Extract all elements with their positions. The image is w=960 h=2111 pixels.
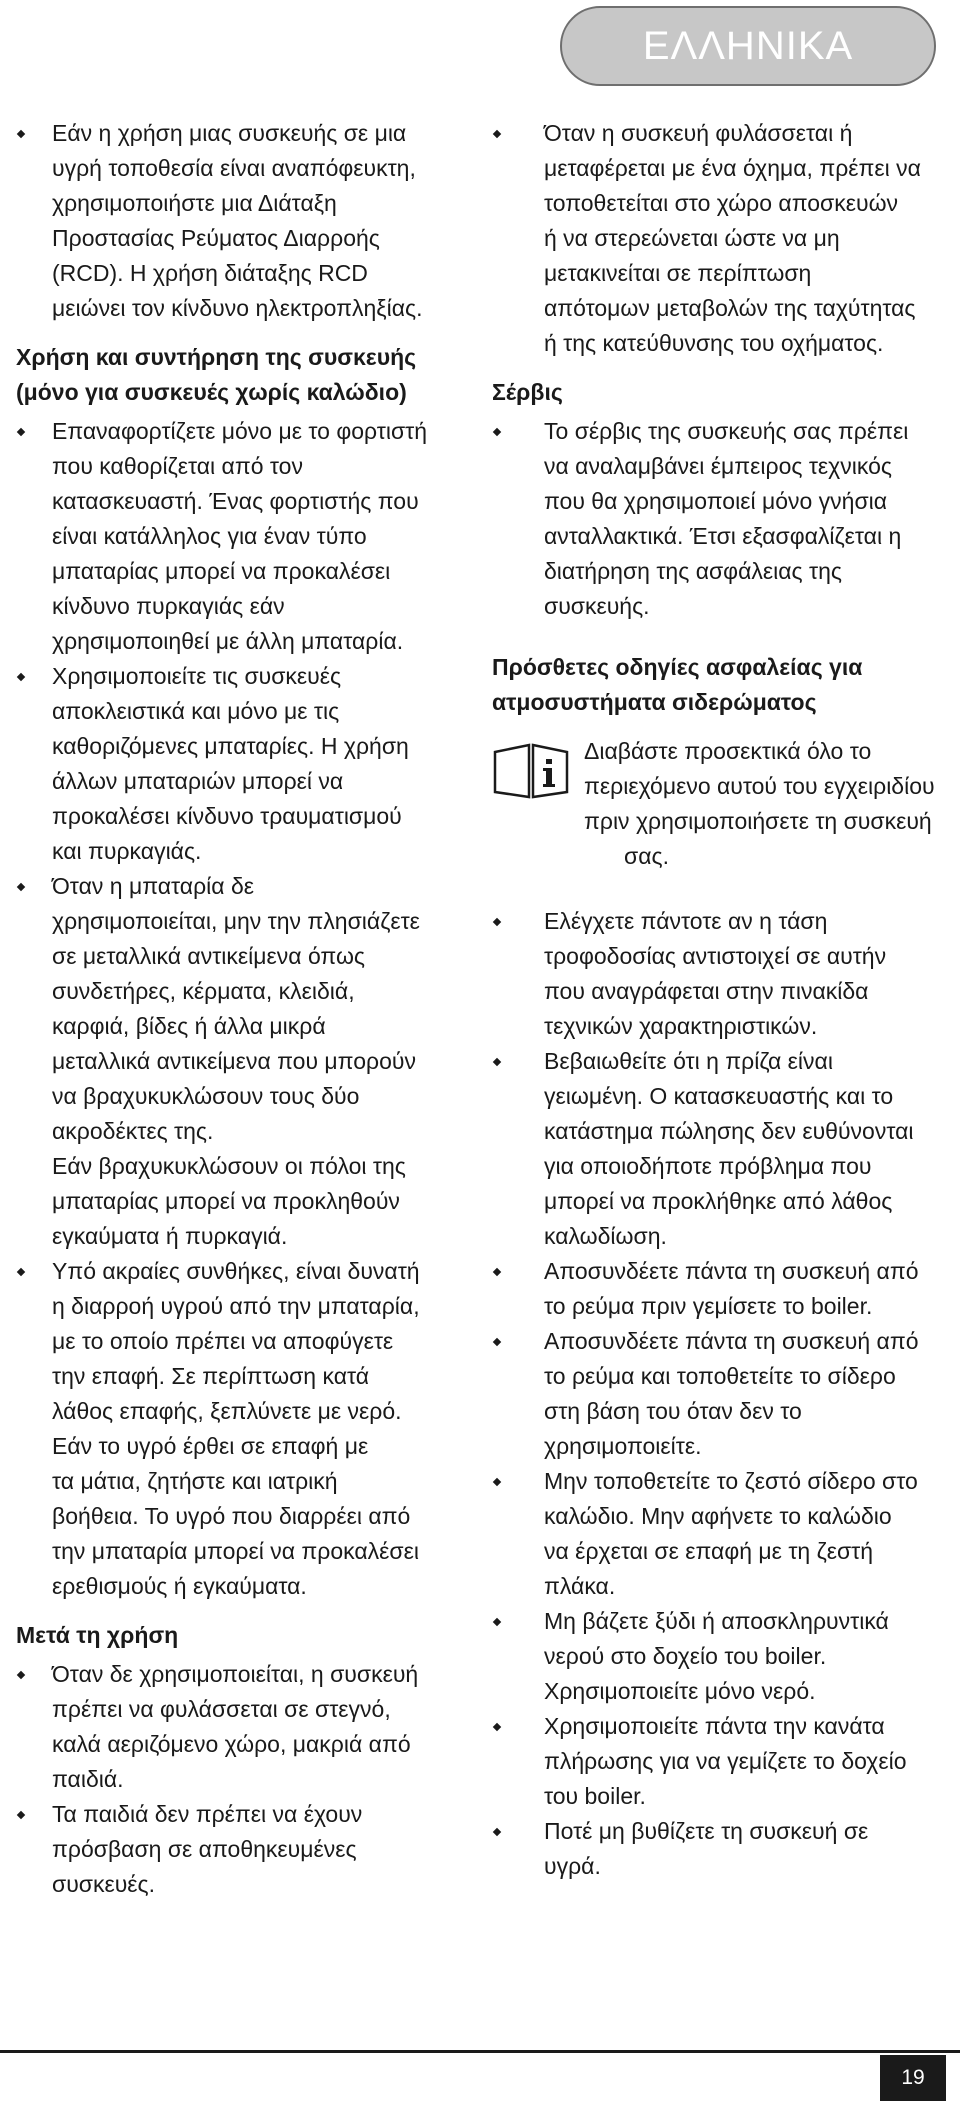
line: Ποτέ μη βυθίζετε τη συσκευή σε — [544, 1818, 869, 1844]
line: μεταλλικά αντικείμενα που μπορούν — [52, 1048, 416, 1074]
line: διατήρηση της ασφάλειας της — [544, 558, 842, 584]
line: Το σέρβις της συσκευής σας πρέπει — [544, 418, 909, 444]
line: σε μεταλλικά αντικείμενα όπως — [52, 943, 366, 969]
footer-divider — [0, 2050, 960, 2053]
bullet-item — [492, 1324, 944, 1464]
line: Εάν το υγρό έρθει σε επαφή με — [52, 1433, 369, 1459]
line: γειωμένη. Ο κατασκευαστής και το — [544, 1083, 894, 1109]
line: Χρησιμοποιείτε τις συσκευές — [52, 663, 342, 689]
line: το ρεύμα πριν γεμίσετε το boiler. — [544, 1293, 873, 1319]
line: προκαλέσει κίνδυνο τραυματισμού — [52, 803, 402, 829]
line: να έρχεται σε επαφή με τη ζεστή — [544, 1538, 874, 1564]
line: μπορεί να προκλήθηκε από λάθος — [544, 1188, 893, 1214]
line: καλώδιο. Μην αφήνετε το καλώδιο — [544, 1503, 892, 1529]
bullet-item — [492, 1814, 944, 1884]
line: ακροδέκτες της. — [52, 1118, 214, 1144]
line: νερού στο δοχείο του boiler. — [544, 1643, 827, 1669]
diamond-bullet-icon — [493, 1478, 501, 1486]
line: η διαρροή υγρού από την μπαταρία, — [52, 1293, 420, 1319]
line: πρόσβαση σε αποθηκευμένες — [52, 1836, 357, 1862]
diamond-bullet-icon — [493, 1338, 501, 1346]
line: (μόνο για συσκευές χωρίς καλώδιο) — [16, 379, 407, 405]
bullet-item — [492, 116, 944, 361]
diamond-bullet-icon — [493, 1723, 501, 1731]
bullet-item — [492, 414, 944, 624]
line: Χρησιμοποιείτε πάντα την κανάτα — [544, 1713, 885, 1739]
line: Χρησιμοποιείτε μόνο νερό. — [544, 1678, 816, 1704]
bullet-item — [16, 1797, 460, 1902]
line: τροφοδοσίας αντιστοιχεί σε αυτήν — [544, 943, 887, 969]
line: Επαναφορτίζετε μόνο με το φορτιστή — [52, 418, 428, 444]
line: για οποιοδήποτε πρόβλημα που — [544, 1153, 872, 1179]
line: μπαταρίας μπορεί να προκληθούν — [52, 1188, 400, 1214]
bullet-item — [16, 869, 460, 1254]
line: μπαταρίας μπορεί να προκαλέσει — [52, 558, 391, 584]
line: Αποσυνδέετε πάντα τη συσκευή από — [544, 1328, 919, 1354]
line: συνδετήρες, κέρματα, κλειδιά, — [52, 978, 355, 1004]
diamond-bullet-icon — [493, 428, 501, 436]
line: που αναγράφεται στην πινακίδα — [544, 978, 869, 1004]
line: ανταλλακτικά. Έτσι εξασφαλίζεται η — [544, 523, 902, 549]
diamond-bullet-icon — [493, 1618, 501, 1626]
bullet-item — [16, 414, 460, 659]
line: υγρή τοποθεσία είναι αναπόφευκτη, — [52, 155, 416, 181]
line: Εάν η χρήση μιας συσκευής σε μια — [52, 120, 407, 146]
line: στη βάση του όταν δεν το — [544, 1398, 802, 1424]
line: καλά αεριζόμενο χώρο, μακριά από — [52, 1731, 411, 1757]
line: ατμοσυστήματα σιδερώματος — [492, 689, 817, 715]
line: τοποθετείται στο χώρο αποσκευών — [544, 190, 899, 216]
line: Διαβάστε προσεκτικά όλο το — [584, 738, 872, 764]
right-column — [492, 116, 944, 1884]
line: κατάστημα πώλησης δεν ευθύνονται — [544, 1118, 914, 1144]
line: λάθος επαφής, ξεπλύνετε με νερό. — [52, 1398, 402, 1424]
info-book-icon — [492, 742, 570, 800]
diamond-bullet-icon — [17, 428, 25, 436]
diamond-bullet-icon — [493, 130, 501, 138]
diamond-bullet-icon — [493, 918, 501, 926]
diamond-bullet-icon — [17, 1811, 25, 1819]
line: με το οποίο πρέπει να αποφύγετε — [52, 1328, 394, 1354]
line: παιδιά. — [52, 1766, 124, 1792]
line: Υπό ακραίες συνθήκες, είναι δυνατή — [52, 1258, 420, 1284]
line: να βραχυκυκλώσουν τους δύο — [52, 1083, 360, 1109]
line: του boiler. — [544, 1783, 646, 1809]
line: Όταν η συσκευή φυλάσσεται ή — [544, 120, 853, 146]
diamond-bullet-icon — [17, 1268, 25, 1276]
line: το ρεύμα και τοποθετείτε το σίδερο — [544, 1363, 896, 1389]
line: είναι κατάλληλος για έναν τύπο — [52, 523, 367, 549]
diamond-bullet-icon — [17, 673, 25, 681]
line: εγκαύματα ή πυρκαγιά. — [52, 1223, 288, 1249]
section-heading — [492, 650, 944, 720]
bullet-item — [16, 1254, 460, 1604]
line: Προστασίας Ρεύματος Διαρροής — [52, 225, 380, 251]
line: (RCD). Η χρήση διάταξης RCD — [52, 260, 368, 286]
line: Μη βάζετε ξύδι ή αποσκληρυντικά — [544, 1608, 889, 1634]
line: καρφιά, βίδες ή άλλα μικρά — [52, 1013, 326, 1039]
line: μεταφέρεται με ένα όχημα, πρέπει να — [544, 155, 921, 181]
line: που θα χρησιμοποιεί μόνο γνήσια — [544, 488, 888, 514]
line: πλάκα. — [544, 1573, 616, 1599]
line: υγρά. — [544, 1853, 601, 1879]
line: Εάν βραχυκυκλώσουν οι πόλοι της — [52, 1153, 406, 1179]
diamond-bullet-icon — [493, 1828, 501, 1836]
line: που καθορίζεται από τον — [52, 453, 303, 479]
line: Ελέγχετε πάντοτε αν η τάση — [544, 908, 828, 934]
bullet-item — [492, 904, 944, 1044]
line: Τα παιδιά δεν πρέπει να έχουν — [52, 1801, 363, 1827]
info-notice — [492, 734, 944, 874]
line: πλήρωσης για να γεμίζετε το δοχείο — [544, 1748, 907, 1774]
line: μειώνει τον κίνδυνο ηλεκτροπληξίας. — [52, 295, 423, 321]
diamond-bullet-icon — [493, 1058, 501, 1066]
line: τα μάτια, ζητήστε και ιατρική — [52, 1468, 338, 1494]
line: χρησιμοποιήστε μια Διάταξη — [52, 190, 337, 216]
line: τεχνικών χαρακτηριστικών. — [544, 1013, 818, 1039]
line: κίνδυνο πυρκαγιάς εάν — [52, 593, 285, 619]
bullet-item — [16, 116, 460, 326]
bullet-item — [16, 659, 460, 869]
line: συσκευής. — [544, 593, 650, 619]
bullet-item — [492, 1044, 944, 1254]
line: Μην τοποθετείτε το ζεστό σίδερο στο — [544, 1468, 918, 1494]
bullet-item — [492, 1464, 944, 1604]
line: Πρόσθετες οδηγίες ασφαλείας για — [492, 654, 863, 680]
line: ή της κατεύθυνσης του οχήματος. — [544, 330, 884, 356]
line: χρησιμοποιείτε. — [544, 1433, 702, 1459]
left-column — [16, 116, 460, 1902]
diamond-bullet-icon — [17, 1671, 25, 1679]
line: την μπαταρία μπορεί να προκαλέσει — [52, 1538, 419, 1564]
line: Μετά τη χρήση — [16, 1622, 179, 1648]
line: πρέπει να φυλάσσεται σε στεγνό, — [52, 1696, 391, 1722]
line: αποκλειστικά και μόνο με τις — [52, 698, 340, 724]
diamond-bullet-icon — [493, 1268, 501, 1276]
section-heading — [16, 340, 460, 410]
line: ερεθισμούς ή εγκαύματα. — [52, 1573, 307, 1599]
line: πριν χρησιμοποιήσετε τη συσκευή — [584, 808, 932, 834]
line: ή να στερεώνεται ώστε να μη — [544, 225, 840, 251]
line: χρησιμοποιηθεί με άλλη μπαταρία. — [52, 628, 404, 654]
line: την επαφή. Σε περίπτωση κατά — [52, 1363, 370, 1389]
diamond-bullet-icon — [17, 130, 25, 138]
bullet-item — [492, 1709, 944, 1814]
line: Αποσυνδέετε πάντα τη συσκευή από — [544, 1258, 919, 1284]
section-heading — [16, 1618, 460, 1653]
line: απότομων μεταβολών της ταχύτητας — [544, 295, 916, 321]
section-heading — [492, 375, 944, 410]
bullet-item — [16, 1657, 460, 1797]
line: χρησιμοποιείται, μην την πλησιάζετε — [52, 908, 420, 934]
line: περιεχόμενο αυτού του εγχειριδίου — [584, 773, 935, 799]
line: μετακινείται σε περίπτωση — [544, 260, 812, 286]
bullet-item — [492, 1254, 944, 1324]
language-tab: ΕΛΛΗΝΙΚΑ — [560, 6, 936, 86]
line: Όταν δε χρησιμοποιείται, η συσκευή — [52, 1661, 419, 1687]
line: κατασκευαστή. Ένας φορτιστής που — [52, 488, 419, 514]
line: να αναλαμβάνει έμπειρος τεχνικός — [544, 453, 892, 479]
line: καθοριζόμενες μπαταρίες. Η χρήση — [52, 733, 409, 759]
bullet-item — [492, 1604, 944, 1709]
line: Χρήση και συντήρηση της συσκευής — [16, 344, 417, 370]
diamond-bullet-icon — [17, 883, 25, 891]
line: Σέρβις — [492, 379, 563, 405]
line: Όταν η μπαταρία δε — [52, 873, 255, 899]
line: σας. — [624, 843, 669, 869]
line: και πυρκαγιάς. — [52, 838, 202, 864]
line: Βεβαιωθείτε ότι η πρίζα είναι — [544, 1048, 833, 1074]
line: συσκευές. — [52, 1871, 156, 1897]
line: βοήθεια. Το υγρό που διαρρέει από — [52, 1503, 411, 1529]
line: άλλων μπαταριών μπορεί να — [52, 768, 344, 794]
page-number: 19 — [880, 2055, 946, 2101]
line: καλωδίωση. — [544, 1223, 667, 1249]
